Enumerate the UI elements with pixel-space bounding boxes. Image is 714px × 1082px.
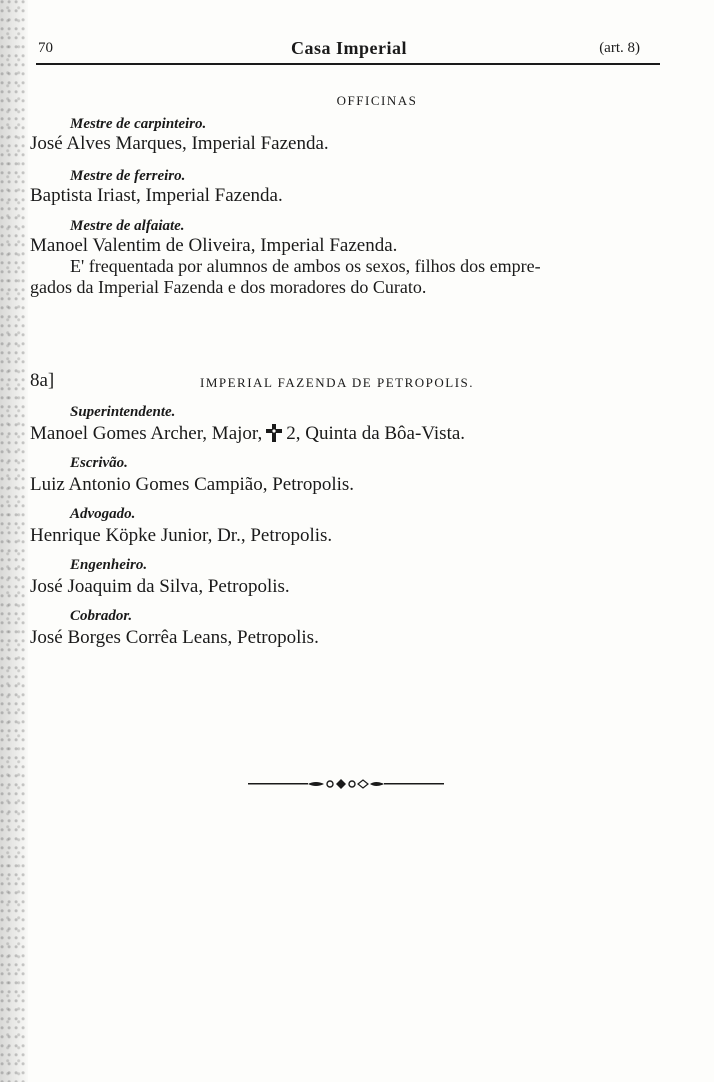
role-label: Mestre de ferreiro. (70, 168, 186, 184)
section-number: 8a] (30, 370, 55, 391)
role-label: Engenheiro. (70, 557, 148, 573)
page-number: 70 (38, 40, 53, 56)
role-label: Mestre de carpinteiro. (70, 116, 207, 132)
entry-name: Manoel Valentim de Oliveira, Imperial Fazenda. (30, 235, 398, 256)
section-heading-officinas: OFFICINAS (336, 93, 418, 108)
entry-name: Henrique Köpke Junior, Dr., Petropolis. (30, 525, 333, 546)
note-paragraph-line-2: gados da Imperial Fazenda e dos moradores do Curato. (30, 277, 427, 297)
section-heading-fazenda: IMPERIAL FAZENDA DE PETROPOLIS. (200, 375, 475, 390)
note-paragraph-line-1: E' frequentada por alumnos de ambos os sexos, filhos dos empre- (70, 256, 541, 276)
decorative-ornament (248, 778, 444, 790)
role-label: Escrivão. (70, 455, 128, 471)
page-title: Casa Imperial (291, 38, 407, 58)
role-label: Mestre de alfaiate. (70, 218, 185, 234)
role-label: Cobrador. (70, 608, 133, 624)
order-cross-icon (266, 424, 282, 442)
entry-name: José Joaquim da Silva, Petropolis. (30, 576, 290, 597)
role-label: Superintendente. (70, 404, 176, 420)
entry-name: Luiz Antonio Gomes Campião, Petropolis. (30, 474, 355, 495)
article-reference: (art. 8) (599, 40, 640, 56)
running-head (38, 40, 660, 62)
role-label: Advogado. (70, 506, 136, 522)
entry-name-part: Manoel Gomes Archer, Major, (30, 423, 263, 444)
entry-name-part: 2, Quinta da Bôa-Vista. (286, 423, 466, 444)
entry-name (30, 423, 465, 445)
entry-name: José Alves Marques, Imperial Fazenda. (30, 133, 329, 154)
entry-name: Baptista Iriast, Imperial Fazenda. (30, 185, 283, 206)
page-binding-edge (0, 0, 28, 1082)
entry-name: José Borges Corrêa Leans, Petropolis. (30, 627, 319, 648)
header-rule (36, 63, 660, 65)
